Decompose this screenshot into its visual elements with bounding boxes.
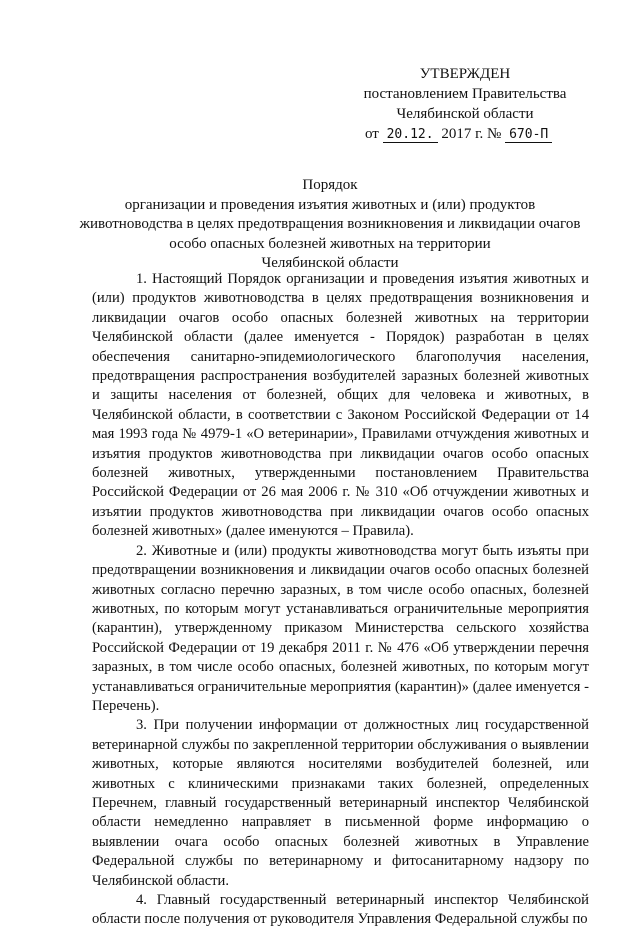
approval-line-1: постановлением Правительства [363,86,567,102]
approval-date: 20.12. [383,127,438,143]
paragraph-4: 4. Главный государственный ветеринарный инспектор Челябинской области после получения от руководителя Управления Федеральной службы по [92,892,589,928]
paragraph-1: 1. Настоящий Порядок организации и проведения изъятия животных и (или) продуктов животноводства в целях предотвращения возникновения и ликвидации очагов особо опасных болезней животных на территории Челябинской области (далее именуется - Порядок) разработан в целях обеспечения санитарно-эпидемиологического благополучия населения, предотвращения распространения возбудителей заразных болезней животных и защиты населения от болезней, общих для человека и животных, в Челябинской области, в соответствии с Законом Российской Федерации от 14 мая 1993 года № 4979-1 «О ветеринарии», Правилами отчуждения животных и изъятия продуктов животноводства при ликвидации очагов особо опасных болезней животных, утвержденными постановлением Правительства Российской Федерации от 26 мая 2006 г. № 310 «Об отчуждении животных и изъятии продуктов животноводства при ликвидации очагов особо опасных болезней животных» (далее именуются – Правила). [92,271,589,540]
approval-number: 670-П [505,127,552,143]
title-line-1: организации и проведения изъятия животных и (или) продуктов [124,196,536,213]
paragraph-3: 3. При получении информации от должностных лиц государственной ветеринарной службы по закрепленной территории обслуживания о выявлении животных, которые являются носителями возбудителей болезней, или животных с клиническими признаками таких болезней, определенных Перечнем, главный государственный ветеринарный инспектор Челябинской области немедленно направляет в письменной форме информацию о выявлении очага особо опасных болезней животных в Управление Федеральной службы по ветеринарному и фитосанитарному надзору по Челябинской области. [92,717,589,889]
approval-line-2: Челябинской области [396,106,534,122]
title-heading: Порядок [302,177,358,193]
title-line-4: Челябинской области [261,255,399,271]
title-line-3: особо опасных болезней животных на территории [169,235,491,252]
approval-date-number [345,124,585,145]
paragraph-2: 2. Животные и (или) продукты животноводства могут быть изъяты при предотвращении возникновения и ликвидации очагов особо опасных болезней животных согласно перечню заразных, в том числе особо опасных, болезней животных, по которым могут устанавливаться ограничительные мероприятия (карантин), утвержденному приказом Министерства сельского хозяйства Российской Федерации от 19 декабря 2011 г. № 476 «Об утверждении перечня заразных, в том числе особо опасных, болезней животных, по которым могут устанавливаться ограничительные мероприятия (карантин)» (далее именуется - Перечень). [92,542,589,714]
approval-title: УТВЕРЖДЕН [419,66,511,82]
approval-year: 2017 г. № [441,126,502,142]
approval-prefix: от [365,126,379,142]
approval-stamp [345,64,585,145]
document-title [40,176,620,274]
document-body [92,270,589,930]
title-line-2: животноводства в целях предотвращения возникновения и ликвидации очагов [79,216,581,232]
